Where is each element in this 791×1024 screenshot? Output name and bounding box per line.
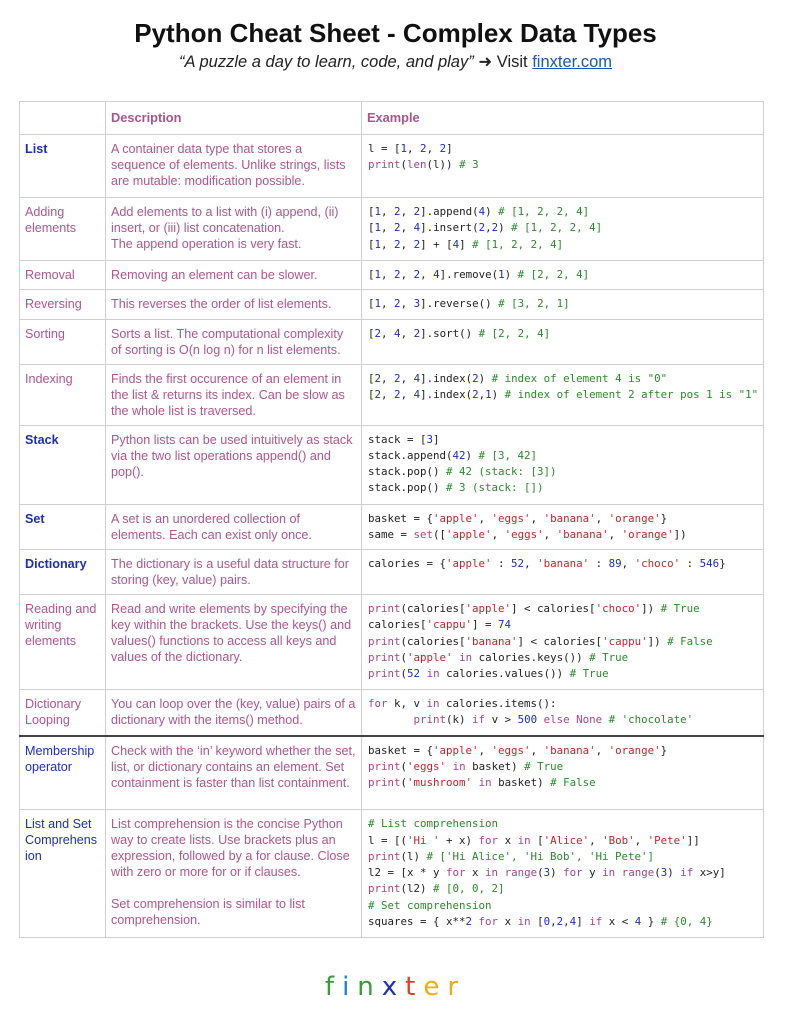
code-line: # List comprehension: [368, 817, 499, 831]
subtitle: [0, 51, 791, 73]
term-cell: Reading and writing elements: [20, 595, 106, 690]
description-text: The append operation is very fast.: [111, 237, 302, 251]
logo-letter: n: [357, 972, 382, 1002]
code-cell: [362, 135, 764, 198]
visit-label: Visit: [496, 53, 528, 71]
code-line: [2, 4, 2].sort() # [2, 2, 4]: [368, 326, 551, 340]
table-row: [20, 261, 764, 290]
code-line: stack.append(42) # [3, 42]: [368, 448, 538, 462]
code-line: print('apple' in calories.keys()) # True: [368, 651, 629, 665]
code-line: print(k) if v > 500 else None # 'chocolate': [413, 713, 694, 727]
code-line: stack = [3]: [368, 432, 440, 446]
description-cell: A container data type that stores a sequence of elements. Unlike strings, lists are mutable: modification possible.: [106, 135, 362, 198]
description-cell: Read and write elements by specifying the key within the brackets. Use the keys() and values() functions to access all keys and values of the dictionary.: [106, 595, 362, 690]
code-cell: [362, 504, 764, 550]
term-cell: Sorting: [20, 319, 106, 364]
code-cell: [362, 690, 764, 736]
code-line: basket = {'apple', 'eggs', 'banana', 'orange'}: [368, 743, 668, 757]
table-row: [20, 595, 764, 690]
term-cell: List: [20, 135, 106, 198]
finxter-link[interactable]: finxter.com: [532, 53, 612, 71]
code-line: print(52 in calories.values()) # True: [368, 667, 609, 681]
term-cell: Adding elements: [20, 198, 106, 261]
code-line: [1, 2, 2] + [4] # [1, 2, 2, 4]: [368, 237, 564, 251]
code-cell: [362, 261, 764, 290]
header-empty-cell: [20, 102, 106, 135]
term-cell: Membership operator: [20, 736, 106, 810]
code-cell: [362, 319, 764, 364]
term-cell: Set: [20, 504, 106, 550]
description-cell: Removing an element can be slower.: [106, 261, 362, 290]
term-cell: Stack: [20, 425, 106, 504]
table-header-row: [20, 102, 764, 135]
finxter-logo: [0, 972, 791, 1002]
term-cell: Dictionary Looping: [20, 690, 106, 736]
description-text: Add elements to a list with (i) append, (ii) insert, or (iii) list concatenation.: [111, 205, 339, 235]
description-cell: Python lists can be used intuitively as stack via the two list operations append() and pop().: [106, 425, 362, 504]
logo-letter: x: [381, 972, 406, 1002]
code-cell: [362, 550, 764, 595]
logo-letter: i: [342, 972, 358, 1002]
code-line: print(calories['apple'] < calories['choco']) # True: [368, 602, 700, 616]
logo-letter: t: [405, 972, 424, 1002]
description-text: Set comprehension is similar to list comprehension.: [111, 897, 305, 928]
table-row: [20, 425, 764, 504]
logo-letter: e: [423, 972, 448, 1002]
header-example: Example: [362, 102, 764, 135]
cheat-sheet-table: [19, 101, 764, 938]
code-cell: [362, 595, 764, 690]
code-line: squares = { x**2 for x in [0,2,4] if x < 4 } # {0, 4}: [368, 915, 713, 929]
code-line: [1, 2, 3].reverse() # [3, 2, 1]: [368, 297, 570, 311]
term-cell: Indexing: [20, 364, 106, 425]
table-row: [20, 319, 764, 364]
description-text: List comprehension is the concise Python way to create lists. Use brackets plus an expression, followed by a for clause. Close with zero or more for or if clauses.: [111, 817, 350, 880]
term-cell: Removal: [20, 261, 106, 290]
table-row: [20, 198, 764, 261]
description-cell: Finds the first occurence of an element in the list & returns its index. Can be slow as the whole list is traversed.: [106, 364, 362, 425]
arrow-icon: ➜: [478, 53, 493, 71]
code-line: l2 = [x * y for x in range(3) for y in range(3) if x>y]: [368, 866, 726, 880]
code-line: print('eggs' in basket) # True: [368, 760, 564, 774]
logo-letter: r: [447, 972, 467, 1002]
description-cell: A set is an unordered collection of elements. Each can exist only once.: [106, 504, 362, 550]
code-line: basket = {'apple', 'eggs', 'banana', 'orange'}: [368, 511, 668, 525]
header-description: Description: [106, 102, 362, 135]
code-cell: [362, 364, 764, 425]
description-cell: The dictionary is a useful data structure for storing (key, value) pairs.: [106, 550, 362, 595]
code-line: print(l2) # [0, 0, 2]: [368, 882, 505, 896]
code-line: [1, 2, 2].append(4) # [1, 2, 2, 4]: [368, 205, 590, 218]
table-row: [20, 364, 764, 425]
code-line: [1, 2, 4].insert(2,2) # [1, 2, 2, 4]: [368, 221, 603, 235]
description-cell: [106, 810, 362, 938]
code-line: l = [1, 2, 2]: [368, 142, 453, 155]
code-line: print(len(l)) # 3: [368, 158, 479, 172]
code-line: print('mushroom' in basket) # False: [368, 776, 596, 790]
logo-letter: f: [324, 972, 343, 1002]
code-line: for k, v in calories.items():: [368, 697, 557, 711]
code-line: l = [('Hi ' + x) for x in ['Alice', 'Bob', 'Pete']]: [368, 833, 700, 847]
code-line: stack.pop() # 3 (stack: []): [368, 481, 544, 495]
code-line: print(calories['banana'] < calories['cappu']) # False: [368, 634, 713, 648]
code-cell: [362, 810, 764, 938]
code-line: [1, 2, 2, 4].remove(1) # [2, 2, 4]: [368, 268, 590, 281]
term-cell: Reversing: [20, 290, 106, 319]
code-cell: [362, 290, 764, 319]
table-row: [20, 810, 764, 938]
description-cell: This reverses the order of list elements.: [106, 290, 362, 319]
code-line: [2, 2, 4].index(2) # index of element 4 is "0": [368, 371, 668, 385]
code-line: print(l) # ['Hi Alice', 'Hi Bob', 'Hi Pete']: [368, 849, 655, 863]
code-line: calories['cappu'] = 74: [368, 618, 512, 632]
table-row: [20, 290, 764, 319]
code-cell: [362, 198, 764, 261]
term-cell: List and Set Comprehens ion: [20, 810, 106, 938]
code-line: stack.pop() # 42 (stack: [3]): [368, 465, 557, 479]
term-cell: Dictionary: [20, 550, 106, 595]
code-cell: [362, 736, 764, 810]
description-cell: Sorts a list. The computational complexity of sorting is O(n log n) for n list elements.: [106, 319, 362, 364]
code-line: calories = {'apple' : 52, 'banana' : 89, 'choco' : 546}: [368, 557, 726, 571]
table-row: [20, 736, 764, 810]
table-row: [20, 504, 764, 550]
code-line: # Set comprehension: [368, 898, 492, 912]
code-line: [2, 2, 4].index(2,1) # index of element 2 after pos 1 is "1": [368, 387, 759, 401]
tagline: “A puzzle a day to learn, code, and play”: [179, 53, 474, 71]
description-cell: Check with the ‘in’ keyword whether the set, list, or dictionary contains an element. Set containment is faster than list containment.: [106, 736, 362, 810]
table-row: [20, 135, 764, 198]
table-row: [20, 690, 764, 736]
page-title: Python Cheat Sheet - Complex Data Types: [134, 18, 657, 48]
description-cell: You can loop over the (key, value) pairs of a dictionary with the items() method.: [106, 690, 362, 736]
table-row: [20, 550, 764, 595]
description-cell: [106, 198, 362, 261]
code-line: same = set(['apple', 'eggs', 'banana', 'orange']): [368, 527, 687, 541]
code-cell: [362, 425, 764, 504]
